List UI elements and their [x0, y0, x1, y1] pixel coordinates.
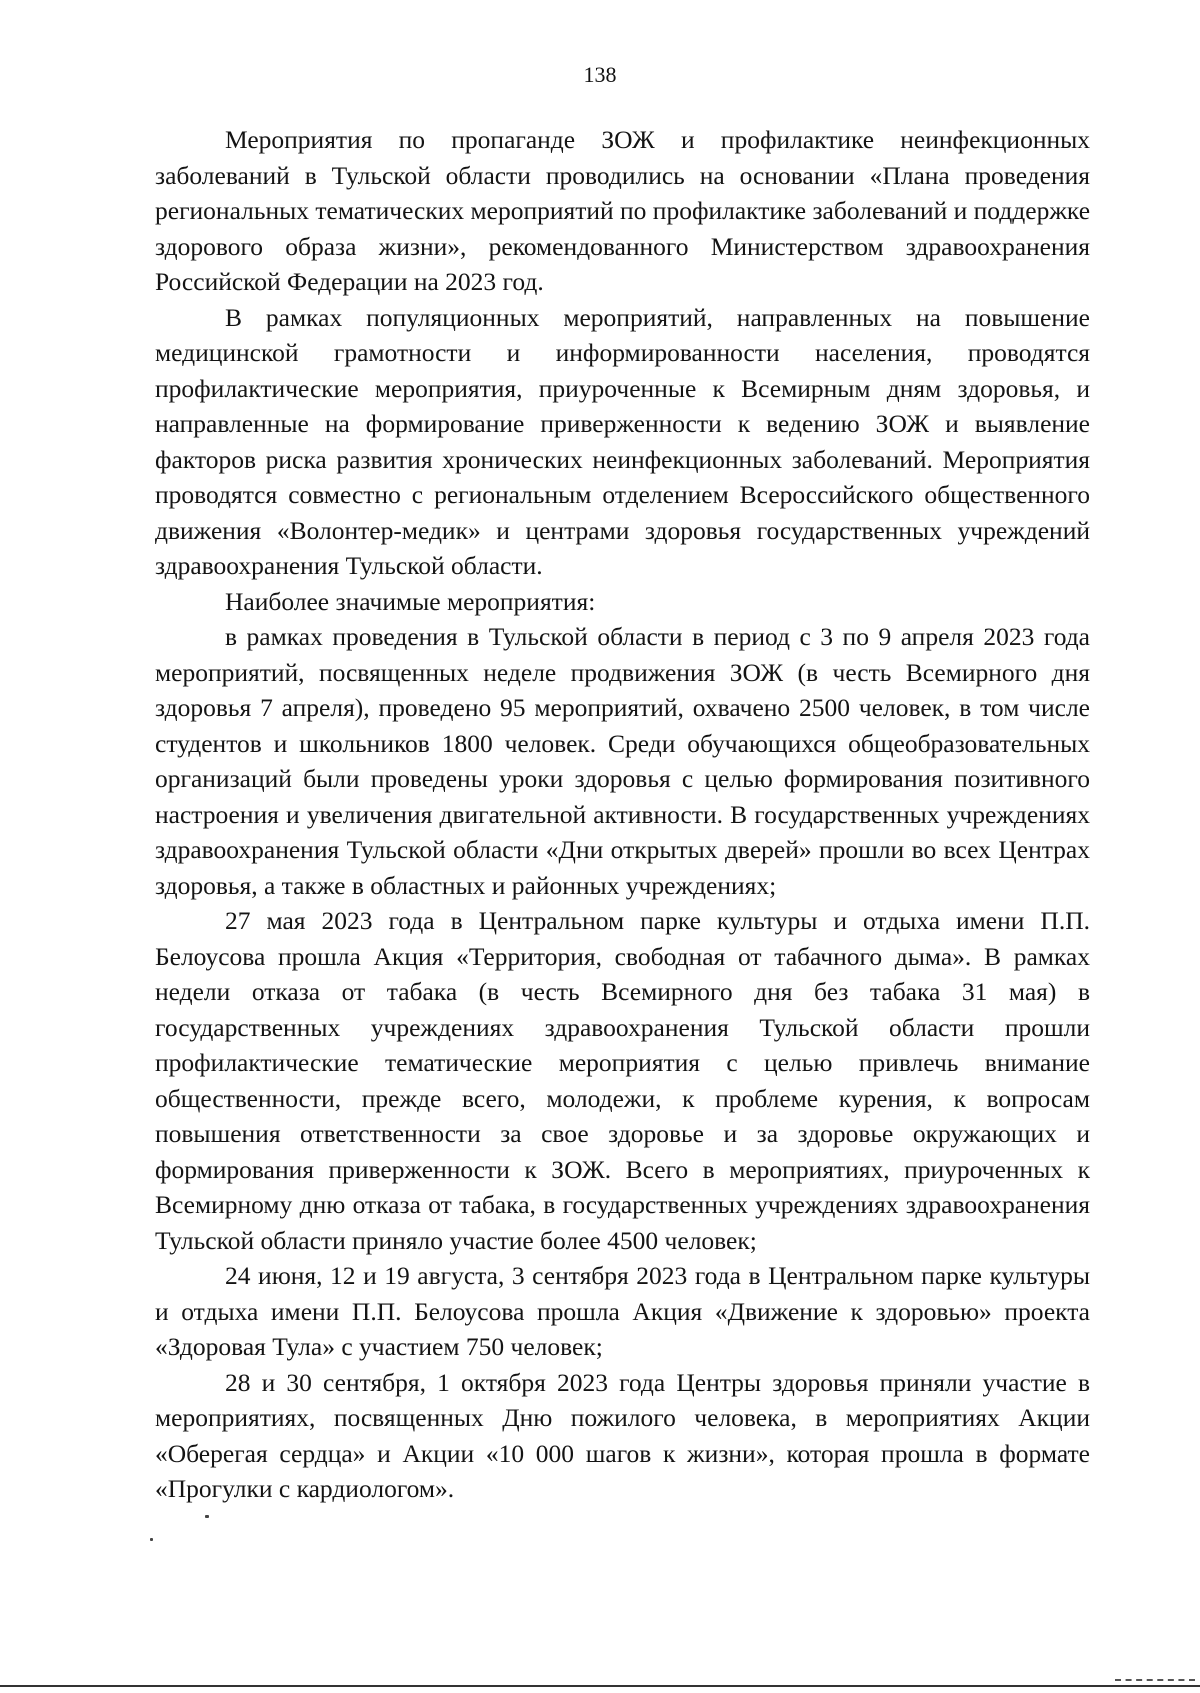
paragraph-april-week: в рамках проведения в Тульской области в период с 3 по 9 апреля 2023 года мероприятий, посвященных неделе продвижения ЗОЖ (в честь Всемирного дня здоровья 7 апреля), проведено 95 мероприятий, охвачено 2500 человек, в том числе студентов и школьников 1800 человек. Среди обучающихся общеобразовательных организаций были проведены уроки здоровья с целью формирования позитивного настроения и увеличения двигательной активности. В государственных учреждениях здравоохранения Тульской области «Дни открытых дверей» прошли во всех Центрах здоровья, а также в областных и районных учреждениях; [155, 622, 1090, 900]
paragraph-intro: Мероприятия по пропаганде ЗОЖ и профилактике неинфекционных заболеваний в Тульской области проводились на основании «Плана проведения региональных тематических мероприятий по профилактике заболеваний и поддержке здорового образа жизни», рекомендованного Министерством здравоохранения Российской Федерации на 2023 год. [155, 125, 1091, 296]
paragraph-population-events: В рамках популяционных мероприятий, направленных на повышение медицинской грамотности и информированности населения, проводятся профилактические мероприятия, приуроченные к Всемирным дням здоровья, и направленные на формирование приверженности к ведению ЗОЖ и выявление факторов риска развития хронических неинфекционных заболеваний. Мероприятия проводятся совместно с региональным отделением Всероссийского общественного движения «Волонтер-медик» и центрами здоровья государственных учреждений здравоохранения Тульской области. [155, 302, 1090, 580]
scan-speck [205, 1515, 209, 1518]
paragraph-autumn-events: 28 и 30 сентября, 1 октября 2023 года Центры здоровья приняли участие в мероприятиях, посвященных Дню пожилого человека, в мероприятиях Акции «Оберегая сердца» и Акции «10 000 шагов к жизни», которая прошла в формате «Прогулки с кардиологом». [155, 1367, 1090, 1503]
scan-bottom-edge [0, 1685, 1200, 1687]
paragraph-may-tobacco: 27 мая 2023 года в Центральном парке культуры и отдыха имени П.П. Белоусова прошла Акция «Территория, свободная от табачного дыма». В рамках недели отказа от табака (в честь Всемирного дня без табака 31 мая) в государственных учреждениях здравоохранения Тульской области прошли профилактические тематические мероприятия с целью привлечь внимание общественности, прежде всего, молодежи, к проблеме курения, к вопросам повышения ответственности за свое здоровье и за здоровье окружающих и формирования приверженности к ЗОЖ. Всего в мероприятиях, приуроченных к Всемирному дню отказа от табака, в государственных учреждениях здравоохранения Тульской области приняло участие более 4500 человек; [155, 906, 1090, 1255]
paragraph-summer-action: 24 июня, 12 и 19 августа, 3 сентября 2023 года в Центральном парке культуры и отдыха имени П.П. Белоусова прошла Акция «Движение к здоровью» проекта «Здоровая Тула» с участием 750 человек; [155, 1261, 1090, 1361]
page-number: 138 [583, 62, 617, 87]
paragraph-key-events-heading: Наиболее значимые мероприятия: [225, 586, 596, 616]
document-body [155, 122, 1090, 1507]
scan-speck [150, 1538, 153, 1541]
scan-edge-dashes [1115, 1679, 1195, 1681]
